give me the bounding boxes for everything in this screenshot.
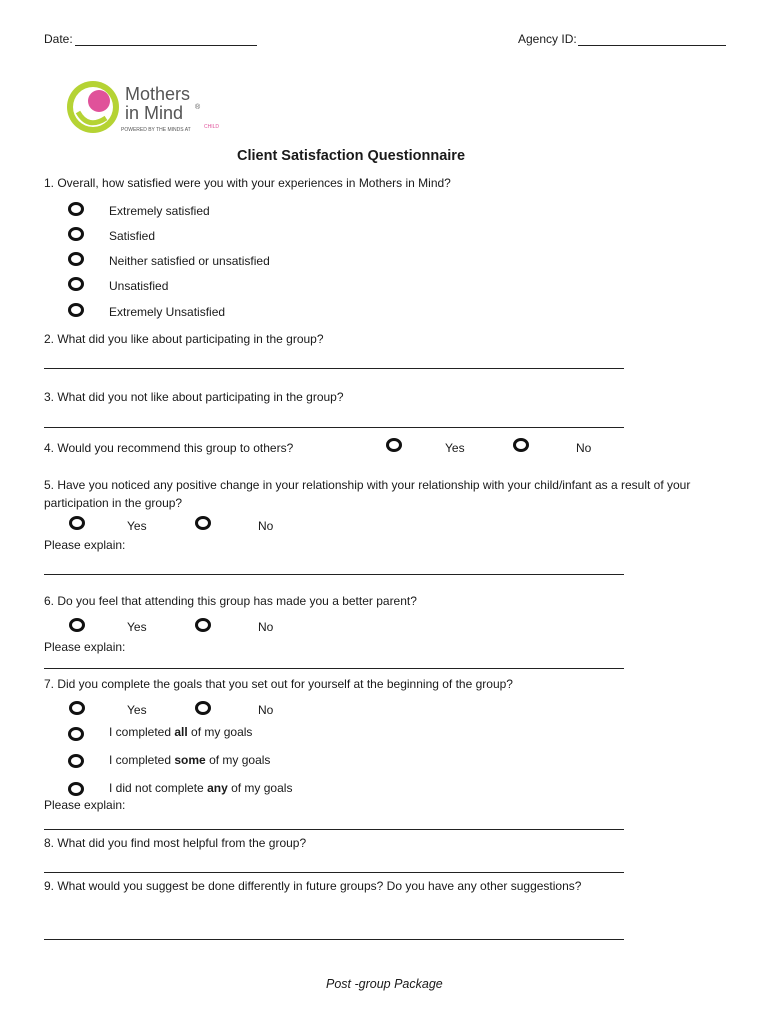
q7-no-label: No [258, 703, 274, 717]
radio-q4-no[interactable] [513, 438, 529, 452]
answer-line-q7[interactable] [44, 829, 624, 830]
radio-extremely-satisfied[interactable] [68, 202, 84, 216]
option-neither: Neither satisfied or unsatisfied [109, 254, 270, 268]
date-input-line[interactable] [75, 45, 257, 46]
radio-q6-no[interactable] [195, 618, 211, 632]
question-3: 3. What did you not like about participating in the group? [44, 390, 344, 404]
answer-line-q6[interactable] [44, 668, 624, 669]
radio-q6-yes[interactable] [69, 618, 85, 632]
mothers-in-mind-logo [66, 78, 236, 138]
radio-q7-yes[interactable] [69, 701, 85, 715]
option-extremely-satisfied: Extremely satisfied [109, 204, 210, 218]
question-6: 6. Do you feel that attending this group has made you a better parent? [44, 594, 417, 608]
answer-line-q5[interactable] [44, 574, 624, 575]
answer-line-q3[interactable] [44, 427, 624, 428]
radio-unsatisfied[interactable] [68, 277, 84, 291]
agency-id-field [518, 32, 577, 46]
answer-line-q8[interactable] [44, 872, 624, 873]
logo-partner: CHILD [204, 124, 220, 130]
agency-id-input-line[interactable] [578, 45, 726, 46]
radio-extremely-unsatisfied[interactable] [68, 303, 84, 317]
option-completed-none: I did not complete any of my goals [109, 781, 293, 795]
q6-no-label: No [258, 620, 274, 634]
radio-completed-all[interactable] [68, 727, 84, 741]
radio-q5-no[interactable] [195, 516, 211, 530]
logo-line2: in Mind [125, 103, 184, 123]
radio-neither[interactable] [68, 252, 84, 266]
answer-line-q2[interactable] [44, 368, 624, 369]
option-unsatisfied: Unsatisfied [109, 279, 169, 293]
q7-explain-label: Please explain: [44, 798, 126, 812]
q4-yes-label: Yes [445, 441, 465, 455]
radio-completed-some[interactable] [68, 754, 84, 768]
question-4: 4. Would you recommend this group to others? [44, 441, 294, 455]
option-completed-all: I completed all of my goals [109, 725, 253, 739]
answer-line-q9[interactable] [44, 939, 624, 940]
option-completed-some: I completed some of my goals [109, 753, 271, 767]
date-field [44, 32, 73, 46]
q6-yes-label: Yes [127, 620, 147, 634]
radio-satisfied[interactable] [68, 227, 84, 241]
q5-no-label: No [258, 519, 274, 533]
option-extremely-unsatisfied: Extremely Unsatisfied [109, 305, 226, 319]
q5-yes-label: Yes [127, 519, 147, 533]
logo-registered: ® [195, 104, 201, 111]
question-8: 8. What did you find most helpful from the group? [44, 836, 307, 850]
q4-no-label: No [576, 441, 592, 455]
page-title: Client Satisfaction Questionnaire [237, 148, 466, 164]
question-5: 5. Have you noticed any positive change in your relationship with your relationship with your child/infant as a result of your participation in the group? [44, 478, 691, 510]
agency-id-label: Agency ID: [518, 32, 577, 46]
logo-pink-circle [88, 90, 110, 112]
question-2: 2. What did you like about participating in the group? [44, 332, 324, 346]
date-label: Date: [44, 32, 73, 46]
q6-explain-label: Please explain: [44, 640, 126, 654]
question-7: 7. Did you complete the goals that you set out for yourself at the beginning of the group? [44, 677, 513, 691]
radio-q5-yes[interactable] [69, 516, 85, 530]
q7-yes-label: Yes [127, 703, 147, 717]
footer-caption: Post -group Package [326, 977, 443, 991]
radio-q7-no[interactable] [195, 701, 211, 715]
logo-tagline: POWERED BY THE MINDS AT [121, 127, 191, 133]
radio-completed-none[interactable] [68, 782, 84, 796]
option-satisfied: Satisfied [109, 229, 156, 243]
question-1: 1. Overall, how satisfied were you with your experiences in Mothers in Mind? [44, 176, 451, 190]
radio-q4-yes[interactable] [386, 438, 402, 452]
q5-explain-label: Please explain: [44, 538, 126, 552]
question-9: 9. What would you suggest be done differently in future groups? Do you have any other suggestions? [44, 879, 582, 893]
logo-line1: Mothers [125, 84, 191, 104]
